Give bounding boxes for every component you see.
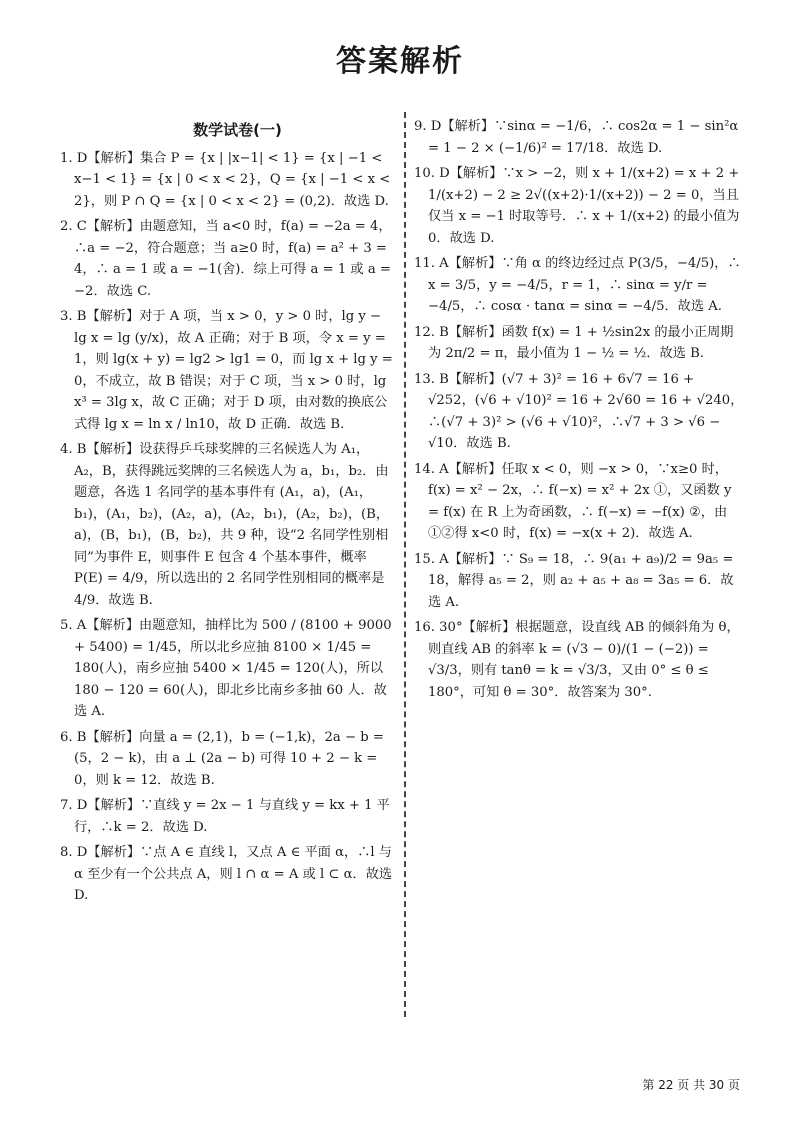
answer-item-1: 1. D【解析】集合 P = {x | |x−1| < 1} = {x | −1 < x−1 < 1} = {x | 0 < x < 2}，Q = {x | −1 < x < 2}，则 P ∩ Q = {x | 0 < x < 2} = (0,2)．故选 D. [60,150,391,209]
answer-item-9: 9. D【解析】∵sinα = −1/6，∴ cos2α = 1 − sin²α = 1 − 2 × (−1/6)² = 17/18．故选 D. [414,119,739,156]
answer-item-13: 13. B【解析】(√7 + 3)² = 16 + 6√7 = 16 + √252，(√6 + √10)² = 16 + 2√60 = 16 + √240，∴(√7 + 3)² > (√6 + √10)²，∴√7 + 3 > √6 − √10．故选 B. [414,371,744,451]
answer-item-5: 5. A【解析】由题意知，抽样比为 500 / (8100 + 9000 + 5400) = 1/45，所以北乡应抽 8100 × 1/45 = 180(人)，南乡应抽 5400 × 1/45 = 120(人)，所以 180 − 120 = 60(人)，即北乡比南乡多抽 60 人．故选 A. [60,618,392,719]
answer-item-15: 15. A【解析】∵ S₉ = 18，∴ 9(a₁ + a₉)/2 = 9a₅ = 18，解得 a₅ = 2，则 a₂ + a₅ + a₈ = 3a₅ = 6．故选 A. [414,551,734,610]
answer-item-8: 8. D【解析】∵点 A ∈ 直线 l，又点 A ∈ 平面 α，∴l 与 α 至少有一个公共点 A，则 l ∩ α = A 或 l ⊂ α．故选 D. [60,845,393,903]
page-footer: 第 22 页 共 30 页 [642,1078,740,1092]
answer-item-2: 2. C【解析】由题意知，当 a<0 时，f(a) = −2a = 4，∴a = −2，符合题意；当 a≥0 时，f(a) = a² + 3 = 4，∴ a = 1 或 a = −1(舍)．综上可得 a = 1 或 a = −2．故选 C. [60,219,392,299]
answer-item-4: 4. B【解析】设获得乒乓球奖牌的三名候选人为 A₁，A₂，B，获得跳远奖牌的三名候选人为 a，b₁，b₂．由题意，各选 1 名同学的基本事件有 (A₁，a)，(A₁，b₁)，(A₁，b₂)，(A₂，a)，(A₂，b₁)，(A₂，b₂)，(B，a)，(B，b₁)，(B，b₂)，共 9 种，设“2 名同学性别相同”为事件 E，则事件 E 包含 4 个基本事件，概率 P(E) = 4/9，所以选出的 2 名同学性别相同的概率是 4/9．故选 B. [60,442,390,608]
column-divider [404,112,406,1017]
page-title: 答案解析 [336,44,464,79]
right-column [414,116,744,707]
answer-item-6: 6. B【解析】向量 a = (2,1)，b = (−1,k)，2a − b = (5，2 − k)，由 a ⊥ (2a − b) 可得 10 + 2 − k = 0，则 k = 12．故选 B. [60,729,384,788]
answer-item-14: 14. A【解析】任取 x < 0，则 −x > 0，∵x≥0 时，f(x) = x² − 2x，∴ f(−x) = x² + 2x ①，又函数 y = f(x) 在 R 上为奇函数，∴ f(−x) = −f(x) ②，由①②得 x<0 时，f(x) = −x(x + 2)．故选 A. [414,461,732,541]
answer-item-16: 16. 30°【解析】根据题意，设直线 AB 的倾斜角为 θ，则直线 AB 的斜率 k = (√3 − 0)/(1 − (−2)) = √3/3，则有 tanθ = k = √3/3，又由 0° ≤ θ ≤ 180°，可知 θ = 30°．故答案为 30°. [414,620,740,700]
answer-item-10: 10. D【解析】∵x > −2，则 x + 1/(x+2) = x + 2 + 1/(x+2) − 2 ≥ 2√((x+2)·1/(x+2)) − 2 = 0，当且仅当 x = −1 时取等号．∴ x + 1/(x+2) 的最小值为 0．故选 D. [414,166,740,246]
left-column [60,120,395,911]
answer-item-3: 3. B【解析】对于 A 项，当 x > 0，y > 0 时，lg y − lg x = lg (y/x)，故 A 正确；对于 B 项，令 x = y = 1，则 lg(x + y) = lg2 > lg1 = 0，而 lg x + lg y = 0，不成立，故 B 错误；对于 C 项，当 x > 0 时，lg x³ = 3lg x，故 C 正确；对于 D 项，由对数的换底公式得 lg x = ln x / ln10，故 D 正确．故选 B. [60,309,393,432]
answer-item-11: 11. A【解析】∵角 α 的终边经过点 P(3/5，−4/5)，∴ x = 3/5，y = −4/5，r = 1，∴ sinα = y/r = −4/5，∴ cosα · tanα = sinα = −4/5．故选 A. [414,256,741,314]
answer-item-12: 12. B【解析】函数 f(x) = 1 + ½sin2x 的最小正周期为 2π/2 = π，最小值为 1 − ½ = ½．故选 B. [414,324,734,361]
answer-item-7: 7. D【解析】∵直线 y = 2x − 1 与直线 y = kx + 1 平行，∴k = 2．故选 D. [60,798,390,835]
section-title: 数学试卷(一) [193,121,282,139]
